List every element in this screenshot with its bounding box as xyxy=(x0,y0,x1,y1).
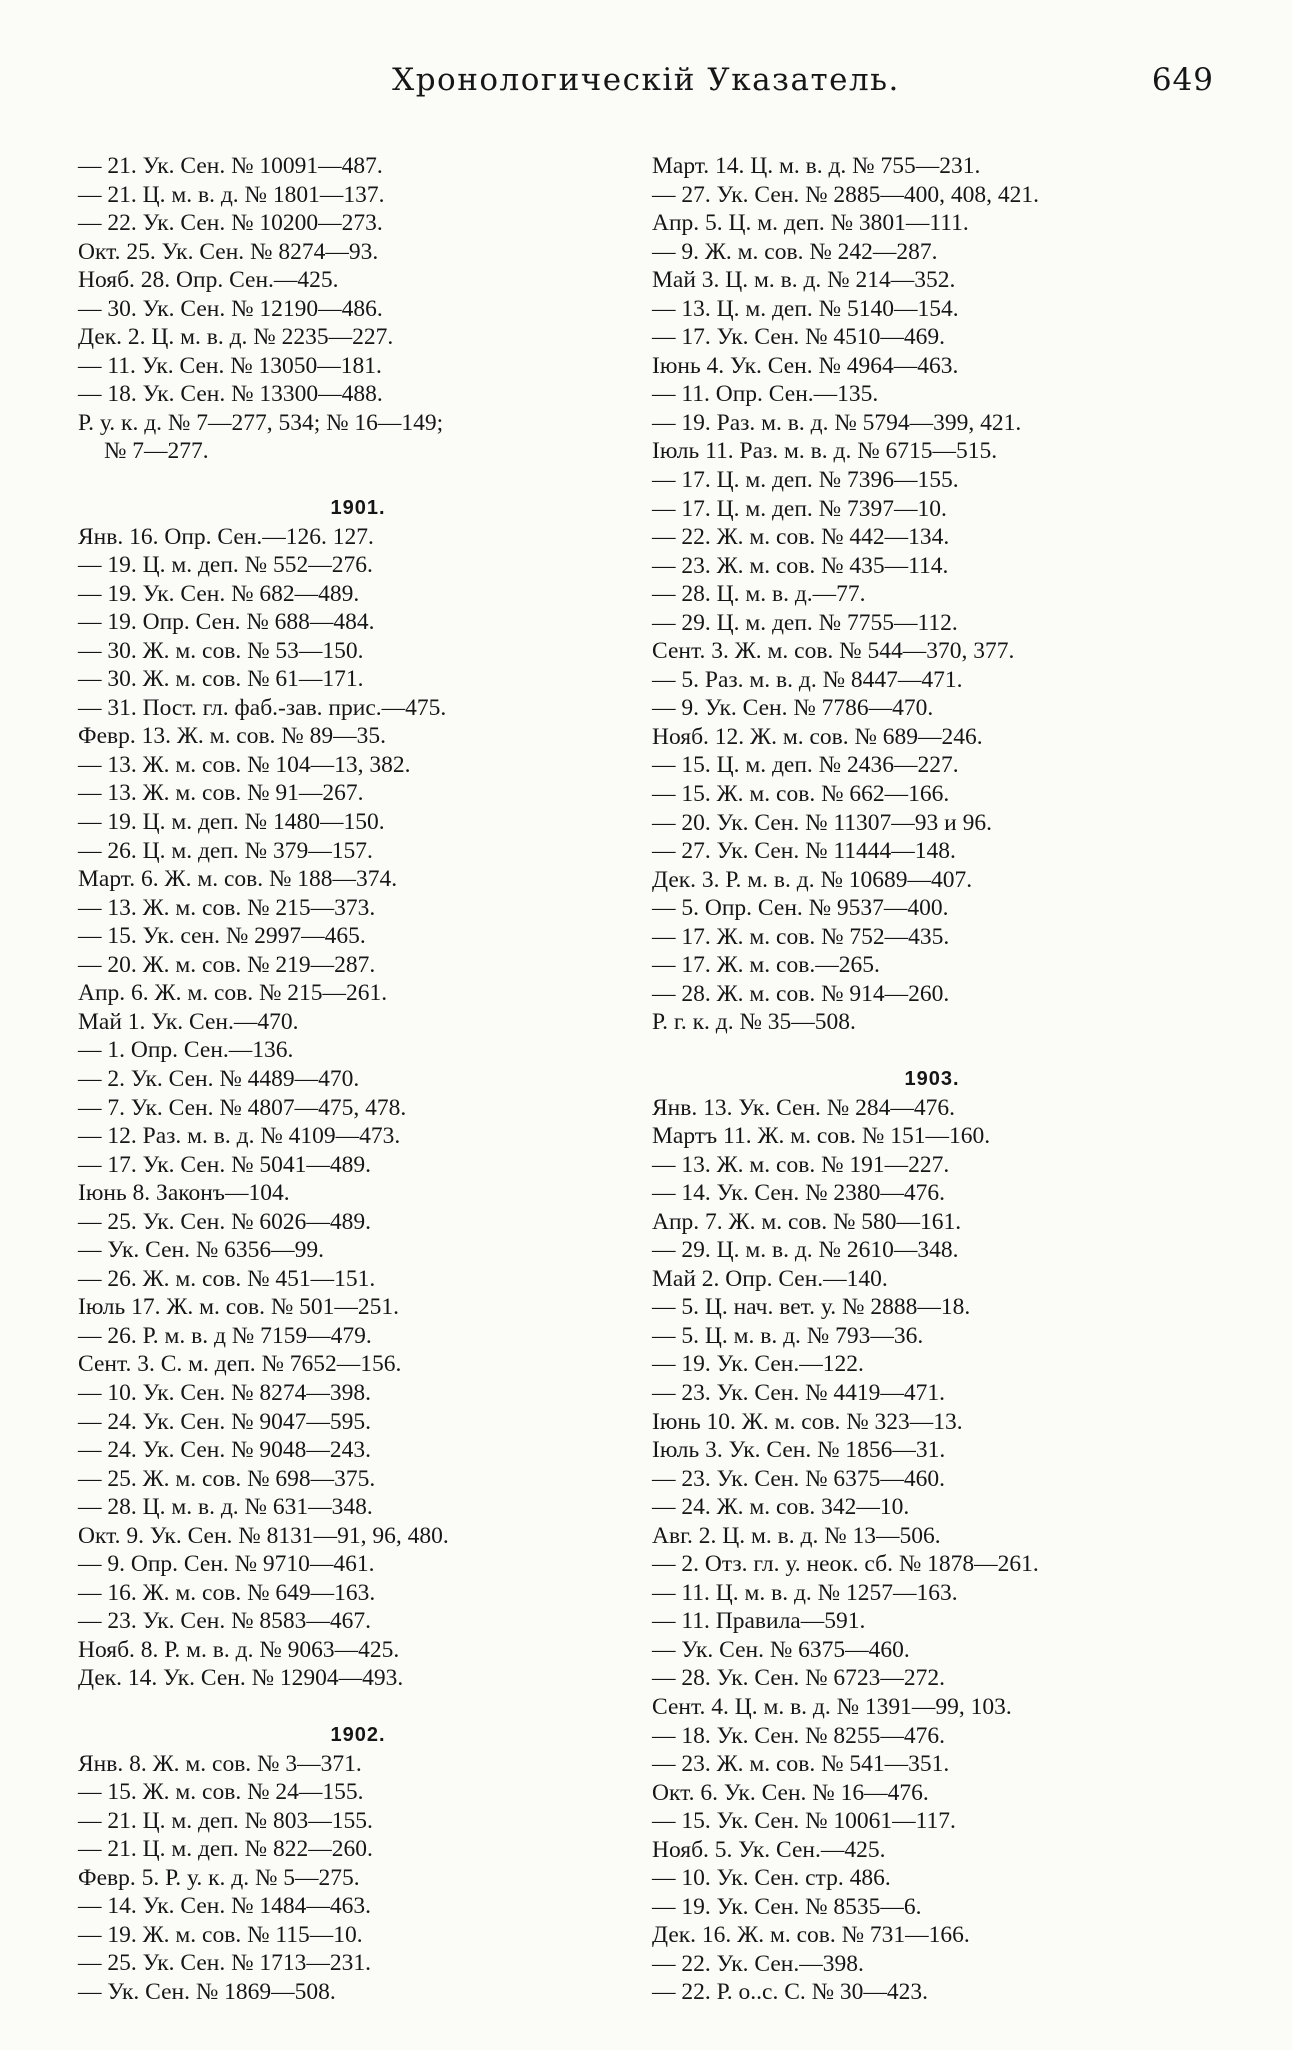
index-entry: — 26. Ж. м. сов. № 451—151. xyxy=(78,1265,376,1292)
index-entry: — 19. Ук. Сен. № 682—489. xyxy=(78,580,360,607)
index-entry: Февр. 13. Ж. м. сов. № 89—35. xyxy=(78,723,386,750)
index-entry: — 15. Ц. м. деп. № 2436—227. xyxy=(652,752,959,779)
index-entry: Февр. 5. Р. у. к. д. № 5—275. xyxy=(78,1864,360,1891)
index-entry: Іюль 11. Раз. м. в. д. № 6715—515. xyxy=(652,438,998,465)
index-entry: — 24. Ук. Сен. № 9048—243. xyxy=(78,1437,372,1464)
index-entry: — 21. Ук. Сен. № 10091—487. xyxy=(78,153,383,179)
index-entry: — 5. Ц. м. в. д. № 793—36. xyxy=(652,1322,924,1349)
index-entry: — 17. Ук. Сен. № 5041—489. xyxy=(78,1151,372,1178)
index-entry: — 22. Р. о..с. С. № 30—423. xyxy=(652,1979,929,2006)
index-entry: Сент. 4. Ц. м. в. д. № 1391—99, 103. xyxy=(652,1693,1012,1720)
index-entry: — 28. Ж. м. сов. № 914—260. xyxy=(652,980,950,1007)
index-entry: — 25. Ук. Сен. № 1713—231. xyxy=(78,1950,372,1977)
index-entry: — 25. Ж. м. сов. № 698—375. xyxy=(78,1465,376,1492)
index-entry: — 20. Ж. м. сов. № 219—287. xyxy=(78,951,376,978)
index-entry: — 18. Ук. Сен. № 8255—476. xyxy=(652,1722,946,1749)
index-entry: — 23. Ж. м. сов. № 435—114. xyxy=(652,552,949,579)
index-entry: — 11. Ц. м. в. д. № 1257—163. xyxy=(652,1579,958,1606)
index-entry: — 5. Раз. м. в. д. № 8447—471. xyxy=(652,666,963,693)
index-entry: — 19. Ц. м. деп. № 1480—150. xyxy=(78,809,385,836)
index-entry: — 11. Опр. Сен.—135. xyxy=(652,381,879,408)
index-entry: Май 1. Ук. Сен.—470. xyxy=(78,1008,299,1035)
index-entry: Р. г. к. д. № 35—508. xyxy=(652,1009,856,1036)
index-entry: — 5. Опр. Сен. № 9537—400. xyxy=(652,895,949,922)
index-entry: — 17. Ц. м. деп. № 7396—155. xyxy=(652,467,959,494)
index-entry: — 15. Ж. м. сов. № 662—166. xyxy=(652,781,950,808)
index-entry: — 17. Ук. Сен. № 4510—469. xyxy=(652,324,946,351)
index-entry: Дек. 2. Ц. м. в. д. № 2235—227. xyxy=(78,324,394,351)
index-entry: — 28. Ук. Сен. № 6723—272. xyxy=(652,1665,946,1692)
index-entry: — 15. Ж. м. сов. № 24—155. xyxy=(78,1779,364,1806)
index-entry: — 23. Ук. Сен. № 4419—471. xyxy=(652,1379,946,1406)
entries-1902-cont xyxy=(652,152,1212,1037)
index-entry: — 23. Ж. м. сов. № 541—351. xyxy=(652,1751,950,1778)
index-entry: Май 2. Опр. Сен.—140. xyxy=(652,1265,888,1292)
index-entry: — 19. Ук. Сен.—122. xyxy=(652,1351,864,1378)
index-entry: Окт. 6. Ук. Сен. № 16—476. xyxy=(652,1779,929,1806)
index-entry: — 21. Ц. м. деп. № 822—260. xyxy=(78,1836,373,1863)
index-entry: — 29. Ц. м. в. д. № 2610—348. xyxy=(652,1237,959,1264)
index-entry: Мартъ 11. Ж. м. сов. № 151—160. xyxy=(652,1123,991,1150)
index-entry: — 19. Ц. м. деп. № 552—276. xyxy=(78,552,373,579)
index-entry: Апр. 7. Ж. м. сов. № 580—161. xyxy=(652,1208,962,1235)
index-entry: — 30. Ук. Сен. № 12190—486. xyxy=(78,295,383,322)
index-entry: — 22. Ук. Сен. № 10200—273. xyxy=(78,210,383,237)
index-entry: Нояб. 12. Ж. м. сов. № 689—246. xyxy=(652,723,983,750)
index-entry: — 28. Ц. м. в. д.—77. xyxy=(652,581,866,608)
index-entry: — 20. Ук. Сен. № 11307—93 и 96. xyxy=(652,809,992,836)
index-entry: — 5. Ц. нач. вет. у. № 2888—18. xyxy=(652,1294,971,1321)
index-entry: Янв. 16. Опр. Сен.—126. 127. xyxy=(78,523,374,550)
index-entry: — 31. Пост. гл. фаб.-зав. прис.—475. xyxy=(78,694,447,721)
index-entry: — 30. Ж. м. сов. № 53—150. xyxy=(78,637,364,664)
index-entry: — 30. Ж. м. сов. № 61—171. xyxy=(78,666,364,693)
index-entry: — 19. Раз. м. в. д. № 5794—399, 421. xyxy=(652,409,1022,436)
index-entry: — 9. Ж. м. сов. № 242—287. xyxy=(652,238,938,265)
entries-1901 xyxy=(78,523,638,1693)
index-entry: — Ук. Сен. № 1869—508. xyxy=(78,1978,336,2005)
index-entry: Янв. 8. Ж. м. сов. № 3—371. xyxy=(78,1750,362,1777)
page-number: 649 xyxy=(1151,62,1214,98)
left-column xyxy=(78,152,638,2006)
index-entry: — 24. Ж. м. сов. 342—10. xyxy=(652,1494,910,1521)
index-entry: — 13. Ц. м. деп. № 5140—154. xyxy=(652,295,959,322)
index-entry: Сент. 3. Ж. м. сов. № 544—370, 377. xyxy=(652,638,1015,665)
entries-1903 xyxy=(652,1094,1212,2008)
index-entry: № 7—277. xyxy=(104,438,209,465)
index-entry: — 2. Ук. Сен. № 4489—470. xyxy=(78,1065,360,1092)
running-head xyxy=(0,62,1292,112)
index-entry: Дек. 14. Ук. Сен. № 12904—493. xyxy=(78,1665,404,1692)
index-entry: — 14. Ук. Сен. № 2380—476. xyxy=(652,1180,946,1207)
index-entry: — 9. Опр. Сен. № 9710—461. xyxy=(78,1551,375,1578)
index-entry: — 11. Ук. Сен. № 13050—181. xyxy=(78,352,382,379)
index-entry: — 15. Ук. Сен. № 10061—117. xyxy=(652,1808,956,1835)
index-entry: — Ук. Сен. № 6356—99. xyxy=(78,1237,325,1264)
index-entry: — 28. Ц. м. в. д. № 631—348. xyxy=(78,1494,373,1521)
index-entry: — 16. Ж. м. сов. № 649—163. xyxy=(78,1579,376,1606)
index-entry: Іюль 3. Ук. Сен. № 1856—31. xyxy=(652,1437,946,1464)
index-entry: — 23. Ук. Сен. № 8583—467. xyxy=(78,1608,372,1635)
index-entry: — 26. Р. м. в. д № 7159—479. xyxy=(78,1322,372,1349)
index-entry: Дек. 3. Р. м. в. д. № 10689—407. xyxy=(652,866,973,893)
index-entry: — 25. Ук. Сен. № 6026—489. xyxy=(78,1208,372,1235)
index-entry: Іюнь 10. Ж. м. сов. № 323—13. xyxy=(652,1408,963,1435)
index-entry: Апр. 5. Ц. м. деп. № 3801—111. xyxy=(652,210,969,237)
index-entry: — 7. Ук. Сен. № 4807—475, 478. xyxy=(78,1094,407,1121)
index-entry: Сент. 3. С. м. деп. № 7652—156. xyxy=(78,1351,402,1378)
index-entry: Іюль 17. Ж. м. сов. № 501—251. xyxy=(78,1294,399,1321)
index-entry: — 15. Ук. сен. № 2997—465. xyxy=(78,923,366,950)
index-entry: — 11. Правила—591. xyxy=(652,1608,866,1635)
entries-1900-tail xyxy=(78,152,638,466)
index-entry: Март. 6. Ж. м. сов. № 188—374. xyxy=(78,866,398,893)
index-entry: — 19. Ук. Сен. № 8535—6. xyxy=(652,1893,922,1920)
index-entry: — 10. Ук. Сен. стр. 486. xyxy=(652,1865,891,1892)
index-entry: Нояб. 8. Р. м. в. д. № 9063—425. xyxy=(78,1636,400,1663)
index-entry: — 13. Ж. м. сов. № 215—373. xyxy=(78,894,376,921)
index-entry: — 2. Отз. гл. у. неок. сб. № 1878—261. xyxy=(652,1551,1039,1578)
page-title: Хронологическій Указатель. xyxy=(392,62,900,98)
year-heading-1902: 1902. xyxy=(330,1723,386,1746)
index-entry: — 21. Ц. м. деп. № 803—155. xyxy=(78,1807,373,1834)
index-entry: Март. 14. Ц. м. в. д. № 755—231. xyxy=(652,153,981,179)
index-entry: — 23. Ук. Сен. № 6375—460. xyxy=(652,1465,946,1492)
index-entry: — 22. Ж. м. сов. № 442—134. xyxy=(652,524,950,551)
index-entry: — 24. Ук. Сен. № 9047—595. xyxy=(78,1408,372,1435)
index-entry: Іюнь 8. Законъ—104. xyxy=(78,1180,290,1207)
index-entry: — 19. Ж. м. сов. № 115—10. xyxy=(78,1921,363,1948)
index-entry: — 1. Опр. Сен.—136. xyxy=(78,1037,294,1064)
index-entry: — 27. Ук. Сен. № 11444—148. xyxy=(652,838,956,865)
index-entry: — 22. Ук. Сен.—398. xyxy=(652,1950,864,1977)
index-entry: — 9. Ук. Сен. № 7786—470. xyxy=(652,695,934,722)
year-heading-1903: 1903. xyxy=(904,1067,960,1090)
index-entry: — 17. Ц. м. деп. № 7397—10. xyxy=(652,495,947,522)
index-entry: Май 3. Ц. м. в. д. № 214—352. xyxy=(652,267,956,294)
index-entry: Авг. 2. Ц. м. в. д. № 13—506. xyxy=(652,1522,941,1549)
index-entry: — 29. Ц. м. деп. № 7755—112. xyxy=(652,609,958,636)
index-entry: Апр. 6. Ж. м. сов. № 215—261. xyxy=(78,980,388,1007)
index-entry: — 13. Ж. м. сов. № 104—13, 382. xyxy=(78,751,411,778)
year-heading-1901: 1901. xyxy=(330,497,386,520)
index-entry: — Ук. Сен. № 6375—460. xyxy=(652,1636,910,1663)
index-entry: — 18. Ук. Сен. № 13300—488. xyxy=(78,381,383,408)
index-entry: — 26. Ц. м. деп. № 379—157. xyxy=(78,837,373,864)
index-entry: — 19. Опр. Сен. № 688—484. xyxy=(78,609,375,636)
index-entry: — 27. Ук. Сен. № 2885—400, 408, 421. xyxy=(652,181,1040,208)
right-column xyxy=(652,152,1212,2007)
index-entry: Янв. 13. Ук. Сен. № 284—476. xyxy=(652,1094,955,1121)
index-entry: — 14. Ук. Сен. № 1484—463. xyxy=(78,1893,372,1920)
index-entry: Іюнь 4. Ук. Сен. № 4964—463. xyxy=(652,352,959,379)
index-entry: Дек. 16. Ж. м. сов. № 731—166. xyxy=(652,1922,970,1949)
index-entry: Окт. 25. Ук. Сен. № 8274—93. xyxy=(78,238,379,265)
index-entry: — 17. Ж. м. сов.—265. xyxy=(652,952,880,979)
index-entry: — 13. Ж. м. сов. № 91—267. xyxy=(78,780,364,807)
index-entry: — 10. Ук. Сен. № 8274—398. xyxy=(78,1379,372,1406)
index-entry: Нояб. 5. Ук. Сен.—425. xyxy=(652,1836,886,1863)
index-entry: Окт. 9. Ук. Сен. № 8131—91, 96, 480. xyxy=(78,1522,449,1549)
index-entry: Р. у. к. д. № 7—277, 534; № 16—149; xyxy=(78,409,444,436)
index-entry: — 17. Ж. м. сов. № 752—435. xyxy=(652,923,950,950)
index-entry: — 12. Раз. м. в. д. № 4109—473. xyxy=(78,1123,401,1150)
entries-1902-start xyxy=(78,1750,638,2007)
index-entry: — 21. Ц. м. в. д. № 1801—137. xyxy=(78,181,385,208)
index-entry: — 13. Ж. м. сов. № 191—227. xyxy=(652,1151,950,1178)
index-entry: Нояб. 28. Опр. Сен.—425. xyxy=(78,267,339,294)
